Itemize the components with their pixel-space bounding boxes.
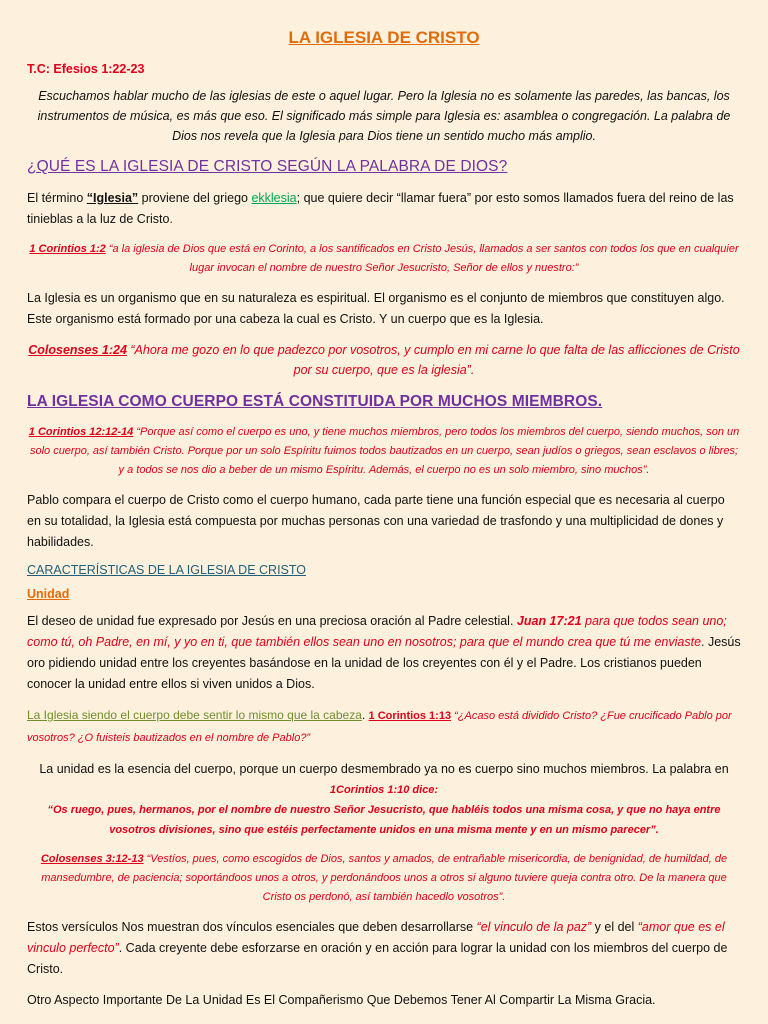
verse-reference: 1 Corintios 12:12-14 <box>28 426 134 438</box>
text-reference: T.C: Efesios 1:22-23 <box>27 62 145 76</box>
verse-1corintios-1-10: “Os ruego, pues, hermanos, por el nombre de nuestro Señor Jesucristo, que habléis todos una misma cosa, y que no haya entre vosotros divisiones, sino que estéis perfectamente unidos en una misma mente y en un mismo parecer”. <box>47 804 721 836</box>
section3-heading: CARACTERÍSTICAS DE LA IGLESIA DE CRISTO <box>27 563 307 577</box>
ekklesia-term: ekklesia <box>251 191 297 205</box>
page-title: LA IGLESIA DE CRISTO <box>288 28 480 47</box>
section3-subheading: Unidad <box>27 587 70 601</box>
verse-reference: Colosenses 3:12-13 <box>40 853 144 865</box>
quote-1: “el vinculo de la paz” <box>476 920 592 934</box>
text-c: . Cada creyente debe esforzarse en oración y en acción para lograr la unidad con los miembros del cuerpo de Cristo. <box>27 941 728 976</box>
verse-reference: Colosenses 1:24 <box>28 343 127 357</box>
unidad-paragraph3: La unidad es la esencia del cuerpo, porque un cuerpo desmembrado ya no es cuerpo sino muchos miembros. La palabra en <box>39 762 729 776</box>
text-a: Estos versículos Nos muestran dos vínculos esenciales que deben desarrollarse <box>27 920 477 934</box>
verse-reference-1co-1-10: 1Corintios 1:10 dice: <box>329 784 439 796</box>
verse-reference: 1 Corintios 1:13 <box>368 710 452 722</box>
p1-text-c: proviene del griego <box>138 191 252 205</box>
highlight-text: La Iglesia siendo el cuerpo debe sentir lo mismo que la cabeza <box>27 708 362 722</box>
unidad-paragraph5: Otro Aspecto Importante De La Unidad Es El Compañerismo Que Debemos Tener Al Compartir La Misma Gracia. <box>27 993 656 1007</box>
unidad-paragraph2 <box>27 705 741 749</box>
verse-1corintios-1-2 <box>27 240 741 278</box>
verse-colosenses-3-12 <box>27 850 741 907</box>
text-b: . <box>361 708 369 722</box>
verse-reference: Juan 17:21 <box>516 614 582 628</box>
quote-2: “amor que es el vinculo perfecto” <box>27 920 725 955</box>
verse-text: “Vestíos, pues, como escogidos de Dios, santos y amados, de entrañable misericordia, de benignidad, de humildad, de mansedumbre, de paciencia; soportándoos unos a otros, y perdonándoos unos a otros si alguno tuviere queja contra otro. De la manera que Cristo os perdonó, así también hacedlo vosotros”. <box>41 853 728 903</box>
p1-text-a: El término <box>27 191 87 205</box>
verse-text: “a la iglesia de Dios que está en Corinto, a los santificados en Cristo Jesús, llamados a ser santos con todos los que en cualquier lugar invocan el nombre de nuestro Señor Jesucristo, Señor de ellos y nuestro:” <box>105 243 739 274</box>
section2-paragraph1: Pablo compara el cuerpo de Cristo como el cuerpo humano, cada parte tiene una función especial que es necesaria al cuerpo en su totalidad, la Iglesia está compuesta por muchas personas con una variedad de trasfondo y una multiplicidad de dones y habilidades. <box>27 493 725 549</box>
unidad-paragraph4 <box>27 917 741 980</box>
verse-colosenses-1-24 <box>27 340 741 380</box>
text-b: y el del <box>591 920 638 934</box>
verse-text: “¿Acaso está dividido Cristo? ¿Fue crucificado Pablo por vosotros? ¿O fuisteis bautizados en el nombre de Pablo?” <box>27 710 732 744</box>
section1-heading: ¿QUÉ ES LA IGLESIA DE CRISTO SEGÚN LA PALABRA DE DIOS? <box>27 158 508 175</box>
verse-text: “Ahora me gozo en lo que padezco por vosotros, y cumplo en mi carne lo que falta de las aflicciones de Cristo por su cuerpo, que es la iglesia”. <box>126 343 740 377</box>
iglesia-term: “Iglesia” <box>86 191 139 205</box>
unidad-paragraph1 <box>27 611 741 695</box>
p1-text-e: ; que quiere decir “llamar fuera” por esto somos llamados fuera del reino de las tinieblas a la luz de Cristo <box>27 191 734 226</box>
verse-text: para que todos sean uno; como tú, oh Padre, en mí, y yo en ti, que también ellos sean uno en nosotros; para que el mundo crea que tú me enviaste <box>27 614 727 649</box>
verse-1corintios-12-12 <box>27 423 741 480</box>
verse-text: “Porque así como el cuerpo es uno, y tiene muchos miembros, pero todos los miembros del cuerpo, siendo muchos, son un solo cuerpo, así también Cristo. Porque por un solo Espíritu fuimos todos bautizados en un cuerpo, sean judíos o griegos, sean esclavos o libres; y a todos se nos dio a beber de un mismo Espíritu. Además, el cuerpo no es un solo miembro, sino muchos”. <box>29 426 740 476</box>
p1-text-f: . <box>169 212 173 226</box>
section2-heading: LA IGLESIA COMO CUERPO ESTÁ CONSTITUIDA POR MUCHOS MIEMBROS. <box>27 393 603 410</box>
verse-reference: 1 Corintios 1:2 <box>29 243 106 255</box>
section1-paragraph2: La Iglesia es un organismo que en su naturaleza es espiritual. El organismo es el conjunto de miembros que constituyen algo. Este organismo está formado por una cabeza la cual es Cristo. Y un cuerpo que es la Iglesia. <box>27 291 725 326</box>
text-b: . Jesús oro pidiendo unidad entre los creyentes basándose en la unidad de los creyentes con él y el Padre. Los cristianos pueden conocer la unidad entre ellos si viven unidos a Dios. <box>27 635 741 691</box>
text-a: El deseo de unidad fue expresado por Jesús en una preciosa oración al Padre celestial. <box>27 614 517 628</box>
intro-paragraph: Escuchamos hablar mucho de las iglesias de este o aquel lugar. Pero la Iglesia no es solamente las paredes, las bancas, los instrumentos de música, es más que eso. El significado más simple para Iglesia es: asamblea o congregación. La palabra de Dios nos revela que la Iglesia para Dios tiene un sentido mucho más amplio. <box>37 89 731 143</box>
section1-paragraph1 <box>27 188 741 230</box>
